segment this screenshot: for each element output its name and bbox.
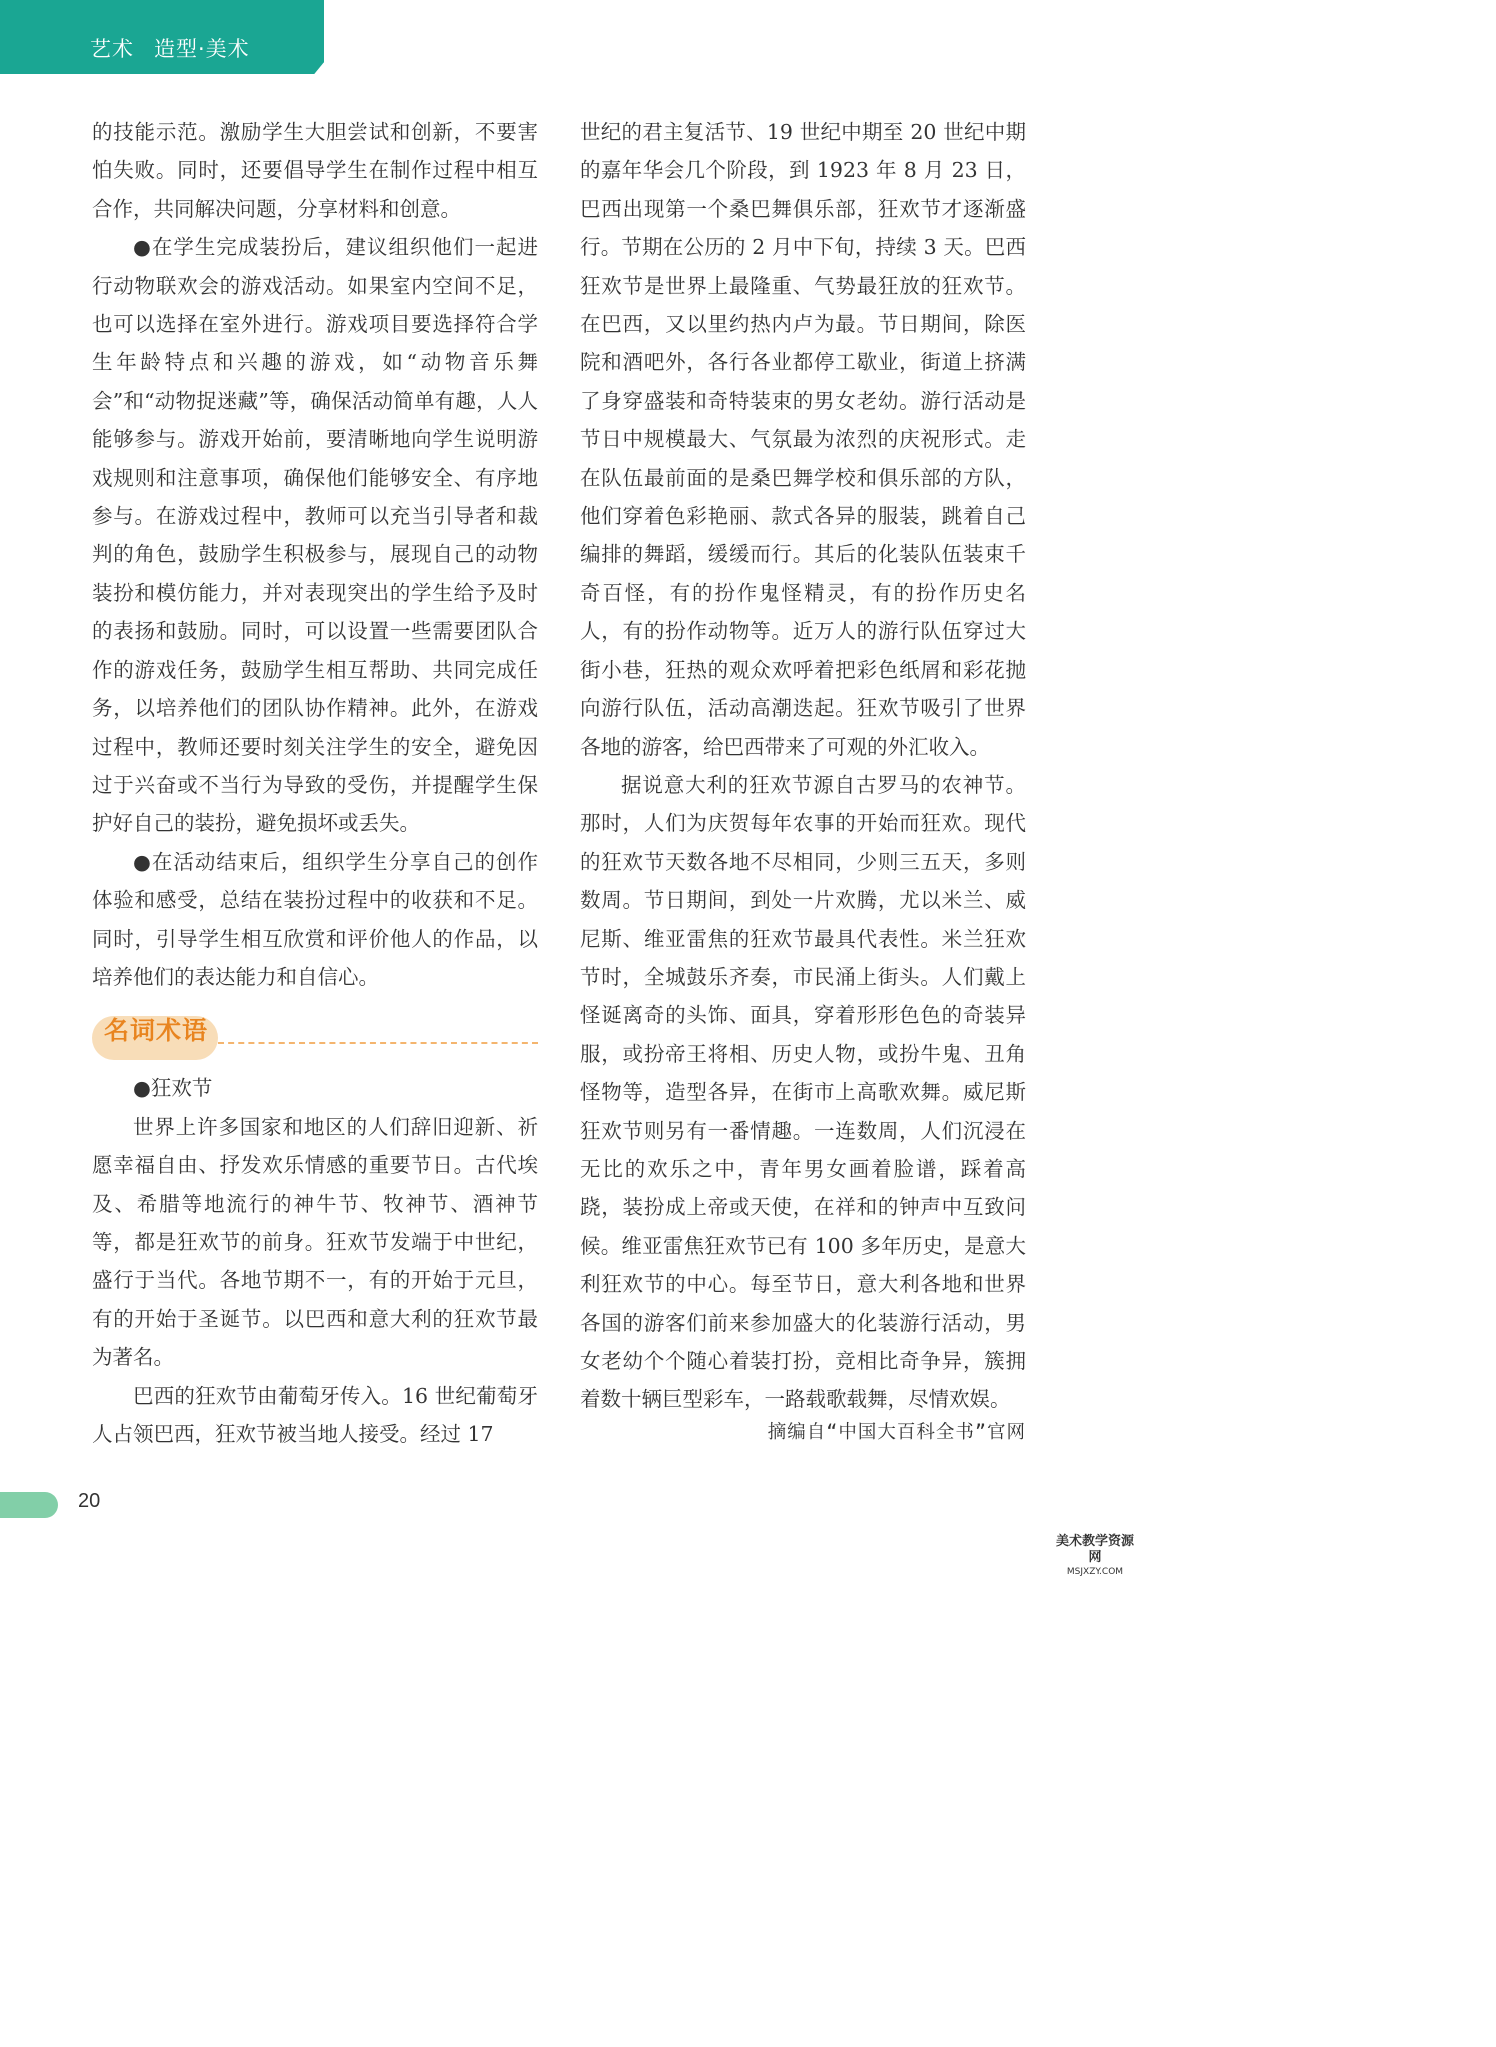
term-name: ●狂欢节 [133,1076,213,1101]
term-divider [218,1042,538,1044]
source-citation: 摘编自“中国大百科全书”官网 [767,1422,1026,1443]
left-paragraph-1: 的技能示范。激励学生大胆尝试和创新，不要害怕失败。同时，还要倡导学生在制作过程中相互合作，共同解决问题，分享材料和创意。 [92,120,538,221]
footer-tab [0,1492,58,1518]
page-header [90,36,250,62]
header-section: 造型·美术 [154,37,250,61]
right-paragraph-2: 据说意大利的狂欢节源自古罗马的农神节。那时，人们为庆贺每年农事的开始而狂欢。现代的狂欢节天数各地不尽相同，少则三五天，多则数周。节日期间，到处一片欢腾，尤以米兰、威尼斯、维亚雷焦的狂欢节最具代表性。米兰狂欢节时，全城鼓乐齐奏，市民涌上街头。人们戴上怪诞离奇的头饰、面具，穿着形形色色的奇装异服，或扮帝王将相、历史人物，或扮牛鬼、丑角怪物等，造型各异，在街市上高歌欢舞。威尼斯狂欢节则另有一番情趣。一连数周，人们沉浸在无比的欢乐之中，青年男女画着脸谱，踩着高跷，装扮成上帝或天使，在祥和的钟声中互致问候。维亚雷焦狂欢节已有 100 多年历史，是意大利狂欢节的中心。每至节日，意大利各地和世界各国的游客们前来参加盛大的化装游行活动，男女老幼个个随心着装打扮，竞相比奇争异，簇拥着数十辆巨型彩车，一路载歌载舞，尽情欢娱。 [580,772,1026,1412]
right-column [580,113,1026,1419]
left-paragraph-5: 巴西的狂欢节由葡萄牙传入。16 世纪葡萄牙人占领巴西，狂欢节被当地人接受。经过 17 [92,1383,538,1446]
watermark-line-1: 美术教学资源网 [1055,1534,1134,1565]
left-paragraph-2: ●在学生完成装扮后，建议组织他们一起进行动物联欢会的游戏活动。如果室内空间不足，也可以选择在室外进行。游戏项目要选择符合学生年龄特点和兴趣的游戏，如“动物音乐舞会”和“动物捉迷藏”等，确保活动简单有趣，人人能够参与。游戏开始前，要清晰地向学生说明游戏规则和注意事项，确保他们能够安全、有序地参与。在游戏过程中，教师可以充当引导者和裁判的角色，鼓励学生积极参与，展现自己的动物装扮和模仿能力，并对表现突出的学生给予及时的表扬和鼓励。同时，可以设置一些需要团队合作的游戏任务，鼓励学生相互帮助、共同完成任务，以培养他们的团队协作精神。此外，在游戏过程中，教师还要时刻关注学生的安全，避免因过于兴奋或不当行为导致的受伤，并提醒学生保护好自己的装扮，避免损坏或丢失。 [92,235,538,836]
term-heading: 名词术语 [104,1016,209,1046]
left-paragraph-4: 世界上许多国家和地区的人们辞旧迎新、祈愿幸福自由、抒发欢乐情感的重要节日。古代埃及、希腊等地流行的神牛节、牧神节、酒神节等，都是狂欢节的前身。狂欢节发端于中世纪，盛行于当代。各地节期不一，有的开始于元旦，有的开始于圣诞节。以巴西和意大利的狂欢节最为著名。 [92,1114,538,1370]
left-column [92,113,538,1453]
left-paragraph-3: ●在活动结束后，组织学生分享自己的创作体验和感受，总结在装扮过程中的收获和不足。同时，引导学生相互欣赏和评价他人的作品，以培养他们的表达能力和自信心。 [92,849,538,989]
header-subject: 艺术 [90,37,134,61]
page-number: 20 [78,1490,101,1512]
watermark-line-2: MSJXZY.COM [1066,1567,1124,1577]
watermark-logo [1054,1534,1136,1577]
right-paragraph-1: 世纪的君主复活节、19 世纪中期至 20 世纪中期的嘉年华会几个阶段，到 1923 年 8 月 23 日，巴西出现第一个桑巴舞俱乐部，狂欢节才逐渐盛行。节期在公历的 2 月中下旬，持续 3 天。巴西狂欢节是世界上最隆重、气势最狂放的狂欢节。在巴西，又以里约热内卢为最。节日期间，除医院和酒吧外，各行各业都停工歇业，街道上挤满了身穿盛装和奇特装束的男女老幼。游行活动是节日中规模最大、气氛最为浓烈的庆祝形式。走在队伍最前面的是桑巴舞学校和俱乐部的方队，他们穿着色彩艳丽、款式各异的服装，跳着自己编排的舞蹈，缓缓而行。其后的化装队伍装束千奇百怪，有的扮作鬼怪精灵，有的扮作历史名人，有的扮作动物等。近万人的游行队伍穿过大街小巷，狂热的观众欢呼着把彩色纸屑和彩花抛向游行队伍，活动高潮迭起。狂欢节吸引了世界各地的游客，给巴西带来了可观的外汇收入。 [580,120,1026,759]
term-heading-block [92,1009,538,1069]
